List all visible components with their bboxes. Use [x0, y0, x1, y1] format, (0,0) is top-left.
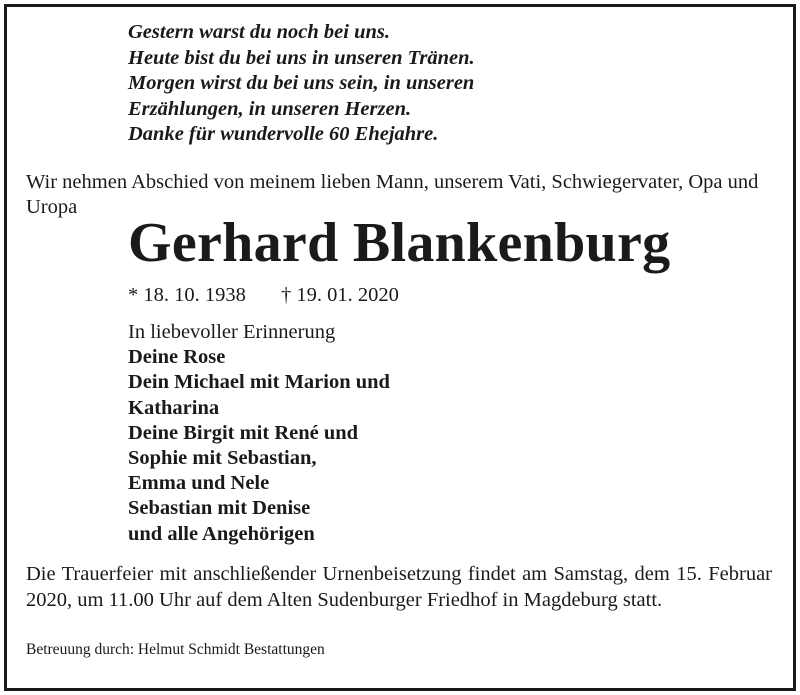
family-line: Deine Rose: [128, 346, 226, 369]
life-dates: [128, 282, 399, 308]
poem-line: Heute bist du bei uns in unseren Tränen.: [128, 46, 475, 69]
deceased-name: Gerhard Blankenburg: [128, 212, 671, 274]
poem-line: Erzählungen, in unseren Herzen.: [128, 97, 412, 120]
poem-line: Gestern warst du noch bei uns.: [128, 21, 391, 43]
family-line: und alle Angehörigen: [128, 522, 315, 545]
ceremony-text: Die Trauerfeier mit anschließender Urnenbeisetzung findet am Samstag, dem 15. Februar 2020, um 11.00 Uhr auf dem Alten Sudenburger Friedhof in Magdeburg statt.: [26, 563, 772, 611]
family-line: Emma und Nele: [128, 472, 270, 495]
poem-line: Danke für wundervolle 60 Ehejahre.: [128, 123, 439, 145]
poem: [128, 20, 475, 148]
family-list: [128, 320, 390, 547]
funeral-home-credit: Betreuung durch: Helmut Schmidt Bestattungen: [26, 641, 325, 658]
birth-date: * 18. 10. 1938: [128, 284, 246, 306]
family-line: Katharina: [128, 396, 220, 419]
family-line: Sebastian mit Denise: [128, 497, 311, 520]
poem-line: Morgen wirst du bei uns sein, in unseren: [128, 72, 475, 94]
family-line: Deine Birgit mit René und: [128, 421, 359, 444]
family-line: Sophie mit Sebastian,: [128, 447, 317, 470]
family-line: Dein Michael mit Marion und: [128, 371, 390, 394]
intro-text: Wir nehmen Abschied von meinem lieben Mann, unserem Vati, Schwiegervater, Opa und Uropa: [26, 171, 759, 218]
memory-line: In liebevoller Erinnerung: [128, 321, 336, 343]
death-date: † 19. 01. 2020: [281, 284, 399, 306]
